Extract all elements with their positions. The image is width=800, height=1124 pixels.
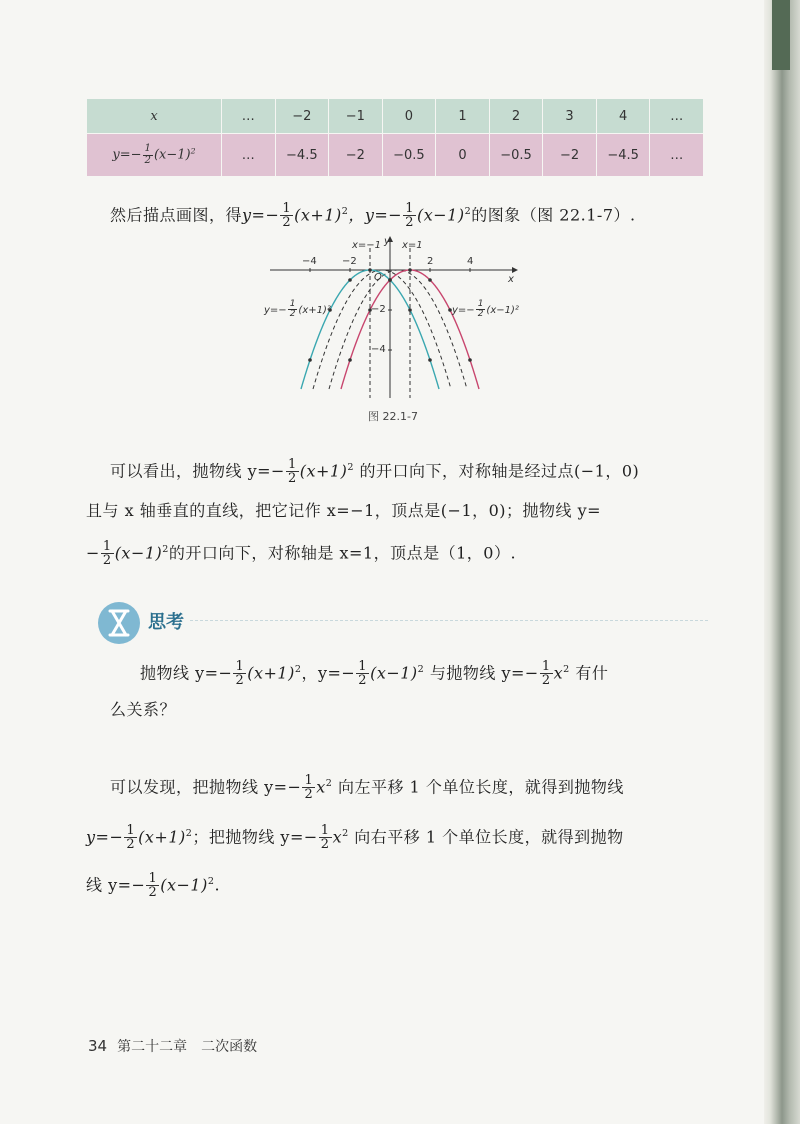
fraction <box>124 824 137 852</box>
paragraph-observation-line3 <box>86 530 708 572</box>
y-cell: −0.5 <box>382 134 436 177</box>
page-number: 34 <box>88 1037 108 1055</box>
x-cell: 1 <box>436 99 490 134</box>
x-tick-label: 4 <box>467 256 474 267</box>
x-axis-arrow <box>512 267 518 273</box>
y-cell: … <box>222 134 276 177</box>
fraction-num: 1 <box>287 456 297 472</box>
fraction <box>288 300 298 320</box>
math: (x+1) <box>299 461 348 481</box>
text: 线 y=− <box>86 875 146 895</box>
fraction <box>233 660 246 688</box>
fraction-num: 1 <box>358 658 368 674</box>
fraction <box>319 824 332 852</box>
text: 向左平移 1 个单位长度，就得到抛物线 <box>332 777 624 797</box>
fraction-den: 2 <box>144 154 151 166</box>
y-label <box>87 134 222 177</box>
x-cell: … <box>222 99 276 134</box>
fraction <box>146 872 159 900</box>
text: 的开口向下，对称轴是 x=1，顶点是（1，0）. <box>168 543 517 563</box>
text: 的开口向下，对称轴是经过点(−1，0) <box>353 461 640 481</box>
text: 然后描点画图，得 <box>110 205 243 225</box>
plot-point <box>308 358 312 362</box>
text: 么关系？ <box>110 700 177 719</box>
text: 可以发现，把抛物线 y=− <box>110 777 302 797</box>
page-footer <box>88 1036 257 1056</box>
page-edge-tab <box>772 0 790 70</box>
exponent: 2 <box>342 828 349 839</box>
parabola-right-shift <box>341 270 479 389</box>
fraction-den: 2 <box>304 787 314 803</box>
fraction-den: 2 <box>102 553 112 569</box>
exponent: 2 <box>325 778 333 789</box>
exponent: 2 <box>207 876 215 887</box>
plot-point <box>428 358 432 362</box>
fraction <box>476 300 486 320</box>
text: ，y=− <box>301 663 356 683</box>
plot-point <box>388 278 392 282</box>
plot-point <box>468 358 472 362</box>
fraction-num: 1 <box>320 822 330 838</box>
parabola-dashed-left <box>313 270 451 389</box>
fraction-den: 2 <box>358 673 368 689</box>
line-label-right: x=1 <box>402 240 423 251</box>
paragraph-observation-line1 <box>110 448 708 490</box>
fraction-num: 1 <box>235 658 245 674</box>
exponent: 2 <box>294 664 302 675</box>
think-question-line2 <box>110 690 732 729</box>
y-tick-label: −2 <box>371 304 386 315</box>
text: 有什 <box>569 663 609 683</box>
math: ，y=− <box>348 205 403 225</box>
fraction-num: 1 <box>541 658 551 674</box>
plot-point <box>348 358 352 362</box>
x-cell: 4 <box>596 99 650 134</box>
y-cell: 0 <box>436 134 490 177</box>
math: (x−1) <box>370 663 418 683</box>
plot-point <box>368 268 372 272</box>
math: y=− <box>242 205 280 225</box>
fraction-num: 1 <box>282 200 292 216</box>
x-cell: −2 <box>275 99 329 134</box>
page-edge <box>764 0 800 1124</box>
exponent: 2 <box>464 206 472 217</box>
fraction <box>302 774 315 802</box>
paragraph-discovery-line1 <box>110 764 708 806</box>
paragraph-discovery-line3 <box>86 862 708 904</box>
y-cell: −4.5 <box>596 134 650 177</box>
fraction-num: 1 <box>144 142 151 154</box>
parabola-left-shift <box>301 270 439 389</box>
y-cell: −4.5 <box>275 134 329 177</box>
fraction-num: 1 <box>304 772 314 788</box>
plot-point <box>428 278 432 282</box>
x-label: x <box>87 99 222 134</box>
plot-point <box>408 268 412 272</box>
think-heading: 思考 <box>148 612 184 633</box>
hourglass-glyph <box>98 602 140 644</box>
paragraph-observation-line2 <box>86 491 708 530</box>
y-cell: −2 <box>543 134 597 177</box>
fraction-den: 2 <box>405 215 414 231</box>
x-axis-label: x <box>508 274 514 285</box>
plot-point <box>348 278 352 282</box>
think-question-line1 <box>140 650 708 692</box>
exponent: 2 <box>341 206 349 217</box>
text: ；把抛物线 y=− <box>192 827 318 847</box>
fraction-den: 2 <box>477 309 484 320</box>
math: x <box>316 777 326 797</box>
math: x <box>553 663 564 683</box>
math: x <box>332 827 343 847</box>
math: (x+1) <box>294 205 342 225</box>
fraction-den: 2 <box>287 471 297 487</box>
think-divider <box>190 620 708 621</box>
text: 向右平移 1 个单位长度，就得到抛物 <box>348 827 624 847</box>
math: y=− <box>86 827 124 847</box>
text: − <box>86 543 100 563</box>
fraction-den: 2 <box>541 673 551 689</box>
text: 与抛物线 y=− <box>424 663 539 683</box>
fraction-den: 2 <box>126 837 136 853</box>
table-row-y <box>87 134 704 177</box>
line-label-left: x=−1 <box>352 240 382 251</box>
label-prefix: y=− <box>264 304 287 316</box>
fraction <box>101 540 114 568</box>
exponent: 2 <box>190 146 196 156</box>
x-cell: −1 <box>329 99 383 134</box>
exponent: 2 <box>162 544 169 555</box>
math: (x−1) <box>114 543 163 563</box>
parabola-dashed-right <box>329 270 467 389</box>
label-suffix: (x+1)² <box>298 304 331 316</box>
y-label-prefix: y=− <box>112 147 142 163</box>
x-tick-label: −2 <box>342 256 357 267</box>
left-curve-label <box>264 300 331 320</box>
figure-parabolas <box>250 228 540 428</box>
fraction-num: 1 <box>477 299 484 309</box>
exponent: 2 <box>347 462 354 473</box>
exponent: 2 <box>417 664 425 675</box>
text: 且与 x 轴垂直的直线，把它记作 x=−1，顶点是(−1，0)；抛物线 y= <box>86 501 602 520</box>
fraction-num: 1 <box>102 538 112 554</box>
fraction <box>286 458 299 486</box>
fraction <box>143 144 153 166</box>
fraction <box>540 660 553 688</box>
math: (x−1) <box>160 875 208 895</box>
text: . <box>214 875 221 895</box>
fraction-num: 1 <box>126 822 136 838</box>
math: (x−1) <box>417 205 465 225</box>
text: 可以看出，抛物线 y=− <box>110 461 285 481</box>
fraction <box>280 202 293 230</box>
y-label-suffix: (x−1) <box>153 147 191 163</box>
fraction <box>356 660 369 688</box>
fraction-den: 2 <box>148 885 158 901</box>
fraction-num: 1 <box>289 299 296 309</box>
x-cell: 0 <box>382 99 436 134</box>
y-tick-label: −4 <box>371 344 386 355</box>
label-suffix: (x−1)² <box>486 304 519 316</box>
figure-caption: 图 22.1-7 <box>368 410 418 423</box>
y-cell: −2 <box>329 134 383 177</box>
fraction <box>403 202 416 230</box>
math: (x+1) <box>138 827 186 847</box>
fraction-den: 2 <box>320 837 330 853</box>
x-tick-label: 2 <box>427 256 434 267</box>
exponent: 2 <box>563 664 570 675</box>
paragraph-discovery-line2 <box>86 814 708 856</box>
table-row-x <box>87 99 704 134</box>
origin-label: O <box>374 272 382 283</box>
x-cell: 2 <box>489 99 543 134</box>
x-cell: 3 <box>543 99 597 134</box>
label-prefix: y=− <box>452 304 475 316</box>
x-cell: … <box>650 99 704 134</box>
chapter-title: 第二十二章 二次函数 <box>117 1039 258 1055</box>
plot-point <box>408 308 412 312</box>
y-cell: … <box>650 134 704 177</box>
fraction-den: 2 <box>282 215 292 231</box>
fraction-num: 1 <box>148 870 158 886</box>
y-cell: −0.5 <box>489 134 543 177</box>
exponent: 2 <box>185 828 193 839</box>
fraction-den: 2 <box>235 673 245 689</box>
right-curve-label <box>452 300 519 320</box>
text: 的图象（图 22.1-7）. <box>471 205 636 225</box>
hourglass-icon <box>98 602 140 644</box>
fraction-den: 2 <box>289 309 296 320</box>
text: 抛物线 y=− <box>140 663 233 683</box>
y-axis-label: y <box>384 236 390 247</box>
x-tick-label: −4 <box>302 256 317 267</box>
math: (x+1) <box>247 663 295 683</box>
fraction-num: 1 <box>405 200 414 216</box>
value-table <box>86 98 704 177</box>
